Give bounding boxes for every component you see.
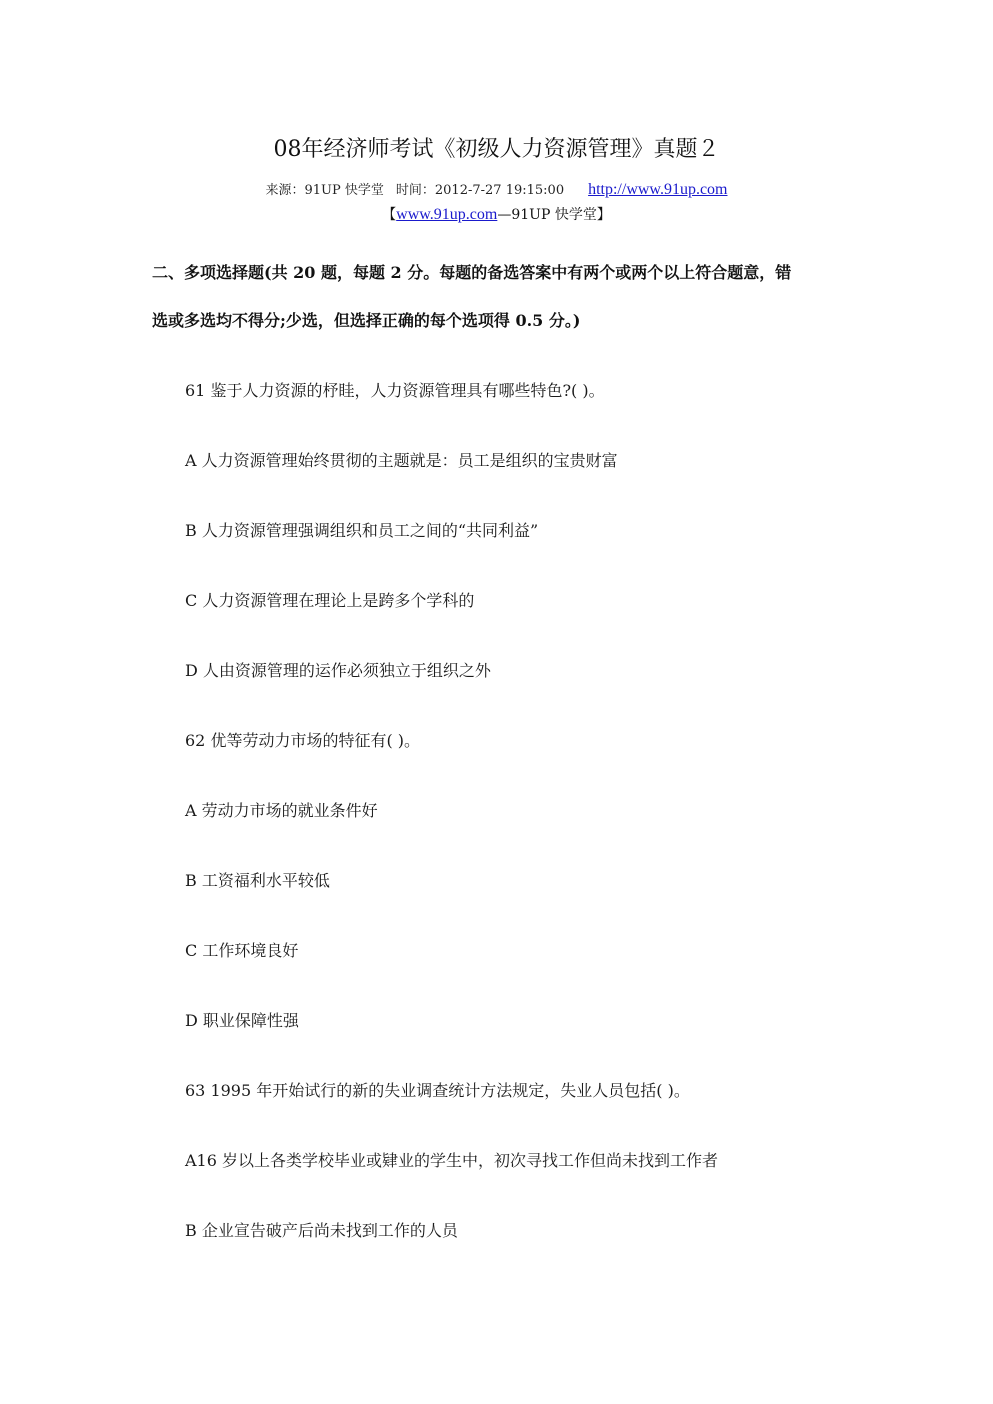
question-62-option-b: B 工资福利水平较低 [185,871,330,890]
source-text: 来源：91UP 快学堂 [265,183,384,198]
question-61-option-a: A 人力资源管理始终贯彻的主题就是：员工是组织的宝贵财富 [185,451,618,470]
question-61-option-d: D 人由资源管理的运作必须独立于组织之外 [185,661,491,680]
question-63-option-b: B 企业宣告破产后尚未找到工作的人员 [185,1221,458,1240]
question-61: 61 鉴于人力资源的杼眭，人力资源管理具有哪些特色?( )。 [185,381,605,400]
question-63: 63 1995 年开始试行的新的失业调查统计方法规定，失业人员包括( )。 [185,1081,690,1100]
question-62-option-d: D 职业保障性强 [185,1011,299,1030]
question-63-option-a: A16 岁以上各类学校毕业或肄业的学生中，初次寻找工作但尚未找到工作者 [185,1151,719,1170]
bracket-close: 】 [596,207,611,223]
section-heading-line-2: 选或多选均不得分;少选，但选择正确的每个选项得 0.5 分。) [152,311,581,330]
section-heading-line-1: 二、多项选择题(共 20 题，每题 2 分。每题的备选答案中有两个或两个以上符合题意，错 [152,263,792,282]
question-62-option-a: A 劳动力市场的就业条件好 [185,801,378,820]
question-62-option-c: C 工作环境良好 [185,941,299,960]
meta-line [0,178,993,203]
document-title: 08年经济师考试《初级人力资源管理》真题２ [273,137,720,162]
site-short-link[interactable]: www.91up.com [396,206,498,223]
question-61-option-c: C 人力资源管理在理论上是跨多个学科的 [185,591,475,610]
question-62: 62 优等劳动力市场的特征有( )。 [185,731,421,750]
site-name: —91UP 快学堂 [497,207,597,223]
site-link[interactable]: http://www.91up.com [588,181,728,198]
time-text: 时间：2012-7-27 19:15:00 [395,183,565,198]
question-61-option-b: B 人力资源管理强调组织和员工之间的“共同利益” [185,521,539,540]
site-bracket-line [0,203,993,227]
bracket-open: 【 [382,207,397,223]
